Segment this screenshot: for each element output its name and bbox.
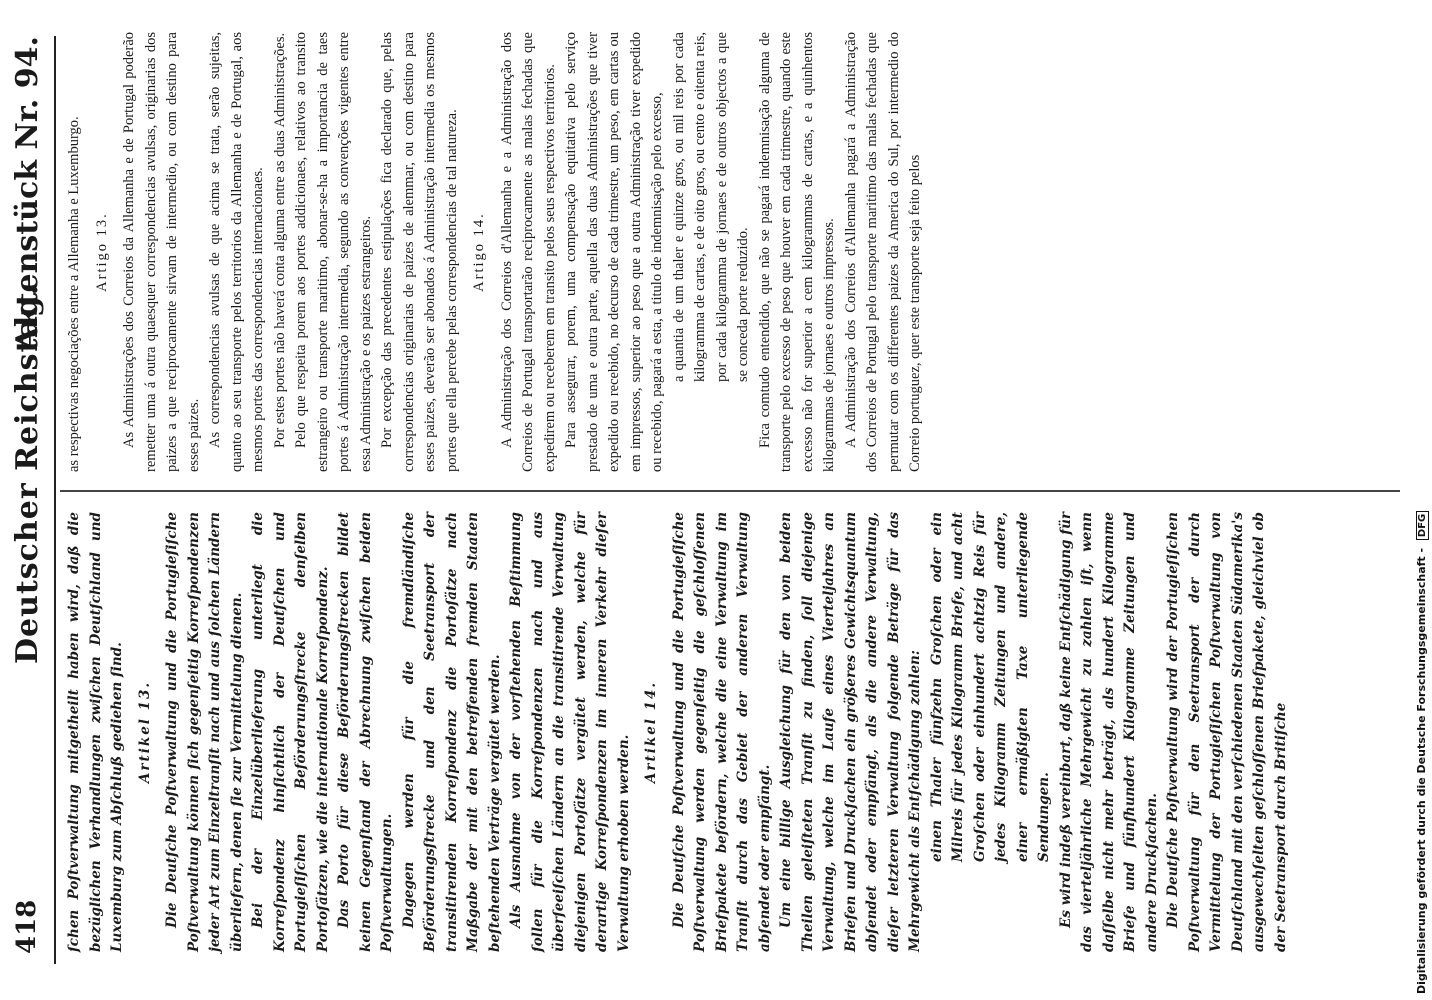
- german-paragraph: Als Ausnahme von der vorſtehenden Beſtimmung ſollen für die Korreſpondenzen nach und aus überſeeiſchen Ländern an die transitirende Verwaltung diejenigen Portoſätze vergütet werden, welche für derartige Korreſpondenzen im inneren Verkehr dieſer Verwaltung erhoben werden.: [508, 512, 632, 952]
- portuguese-article-14-heading: Artigo 14.: [471, 212, 487, 292]
- portuguese-rate-item: a quantia de um thaler e quinze gros, ou mil reis por cada kilogramma de cartas, e de oito gros, ou cento e oitenta reis, por cada kilogramma de jornaes e de outros objectos a que se conceda porte reduzido.: [670, 32, 751, 382]
- portuguese-paragraph: As correspondencias avulsas de que acima se trata, serão sujeitas, quanto ao seu transporte pelos territorios da Allemanha e de Portugal, aos mesmos portes das correspondencias internacionaes.: [207, 32, 266, 472]
- german-paragraph: Um eine billige Ausgleichung für den von beiden Theilen geleiſteten Tranſit zu finden, ſoll diejenige Verwaltung, welche im Laufe eines Vierteljahres an Briefen und Druckſachen ein größeres Gewichtsquantum abſendet oder empfängt, als die andere Verwaltung, dieſer letzteren Verwaltung folgende Beträge für das Mehrgewicht als Entſchädigung zahlen:: [778, 512, 923, 952]
- german-rate-item: einen Thaler fünfzehn Groſchen oder ein Milreis für jedes Kilogramm Briefe, und acht Groſchen oder einhundert achtzig Reis für jedes Kilogramm Zeitungen und andere, einer ermäßigten Taxe unterliegende Sendungen.: [928, 512, 1052, 862]
- document-number: Aktenstück Nr. 94.: [10, 36, 45, 351]
- german-paragraph: Die Deutſche Poſtverwaltung und die Portugieſiſche Poſtverwaltung können ſich gegenſeitig Korreſpondenzen jeder Art zum Einzeltranſit nach und aus ſolchen Ländern überliefern, denen ſie zur Vermittelung dienen.: [164, 512, 245, 952]
- portuguese-paragraph: Para assegurar, porem, uma compensação equitativa pelo serviço prestado de uma e outra parte, aquella das duas Administrações que tiver expedido ou recebido, no decurso de cada trimestre, um peso, em cartas ou em impressos, superior ao peso que a outra Administração tiver expedido ou recebido, pagará a esta, a titulo de indemnisação pelo excesso,: [563, 32, 665, 472]
- german-paragraph: Die Deutſche Poſtverwaltung und die Portugieſiſche Poſtverwaltung werden gegenſeitig die geſchloſſenen Briefpakete befördern, welche die eine Verwaltung im Tranſit durch das Gebiet der anderen Verwaltung abſendet oder empfängt.: [670, 512, 773, 952]
- publication-title: Deutscher Reichstag.: [10, 283, 45, 664]
- german-paragraph: Es wird indeß vereinbart, daß keine Entſchädigung für das vierteljährliche Mehrgewicht zu zahlen iſt, wenn daſſelbe nicht mehr beträgt, als hundert Kilogramme Briefe und fünfhundert Kilogramme Zeitungen und andere Druckſachen.: [1057, 512, 1160, 952]
- page-header: [6, 36, 46, 964]
- portuguese-paragraph: Fica comtudo entendido, que não se pagará indemnisação alguma de transporte pelo excesso de peso que houver em cada trimestre, quando este excesso não for superior a cem kilogrammas de cartas, e a quinhentos kilogrammas de jornaes e outros impressos.: [756, 32, 837, 472]
- portuguese-paragraph: Por excepção das precedentes estipulações fica declarado que, pelas correspondencias originarias de paizes de alemmar, ou com destino para esses paizes, deverão ser abonados á Administração intermedia os mesmos portes que ella percebe pelas correspondencias de tal natureza.: [379, 32, 460, 472]
- portuguese-paragraph: as respectivas negociações entre a Allemanha e Luxemburgo.: [66, 116, 82, 472]
- dfg-logo: DFG: [1416, 511, 1429, 540]
- page-number: 418: [12, 899, 42, 954]
- portuguese-paragraph: Pelo que respeita porem aos portes addicionaes, relativos ao transito estrangeiro ou transporte maritimo, abonar-se-ha a importancia de taes portes á Administração intermedia, segundo as convenções vigentes entre essa Administração e os paizes estrangeiros.: [293, 32, 374, 472]
- german-paragraph: Das Porto für diese Beförderungsſtrecken bildet keinen Gegenſtand der Abrechnung zwiſchen beiden Poſtverwaltungen.: [336, 512, 395, 952]
- german-paragraph: Dagegen werden für die fremdländiſche Beförderungsſtrecke und den Seetransport der transitirenden Korreſpondenz die Portoſätze nach Maßgabe der mit den betreffenden fremden Staaten beſtehenden Verträge vergütet werden.: [400, 512, 503, 952]
- german-paragraph: Bei der Einzelüberlieferung unterliegt die Korreſpondenz hinſichtlich der Deutſchen und Portugieſiſchen Beförderungsſtrecke denſelben Portoſätzen, wie die internationale Korreſpondenz.: [250, 512, 331, 952]
- german-article-13-heading: Artikel 13.: [136, 680, 153, 784]
- header-rule: [54, 36, 56, 964]
- portuguese-paragraph: A Administração dos Correios d'Allemanha e a Administração dos Correios de Portugal transportarão reciprocamente as malas fechadas que expedirem ou receberem em transito pelos seus respectivos territorios.: [498, 32, 558, 472]
- portuguese-paragraph: A Administração dos Correios d'Allemanha pagará a Administração dos Correios de Portugal pelo transporte maritimo das malas fechadas que permutar com os differentes paizes da America do Sul, por intermedio do Correio portuguez, quer este transporte seja feito pelos: [842, 32, 923, 472]
- german-paragraph: ſchen Poſtverwaltung mitgetheilt haben wird, daß die bezüglichen Verhandlungen zwiſchen Deutſchland und Luxemburg zum Abſchluß gediehen ſind.: [66, 512, 125, 952]
- digitization-text: Digitalisierung gefördert durch die Deutsche Forschungsgemeinschaft -: [1415, 547, 1428, 994]
- digitization-credit: [1415, 511, 1429, 994]
- portuguese-paragraph: As Administrações dos Correios da Allemanha e de Portugal poderão remetter uma á outra quaesquer correspondencias avulsas, originarias dos paizes a que reciprocamente sirvam de intermedio, ou com destino para esses paizes.: [121, 32, 202, 472]
- german-paragraph: Die Deutſche Poſtverwaltung wird der Portugieſiſchen Poſtverwaltung für den Seetransport der durch Vermittelung der Portugieſiſchen Poſtverwaltung von Deutſchland mit den verſchiedenen Staaten Südamerika's ausgewechſelten geſchloſſenen Briefpakete, gleichviel ob der Seetransport durch Britiſche: [1165, 512, 1289, 952]
- digitization-footer: [1412, 0, 1432, 1000]
- portuguese-article-13-heading: Artigo 13.: [93, 212, 110, 292]
- german-column: [64, 512, 1292, 952]
- column-divider: [60, 490, 1400, 492]
- portuguese-paragraph: Por estes portes não haverá conta alguma entre as duas Administrações.: [271, 32, 288, 448]
- german-article-14-heading: Artikel 14.: [643, 680, 659, 784]
- portuguese-column: [64, 32, 927, 472]
